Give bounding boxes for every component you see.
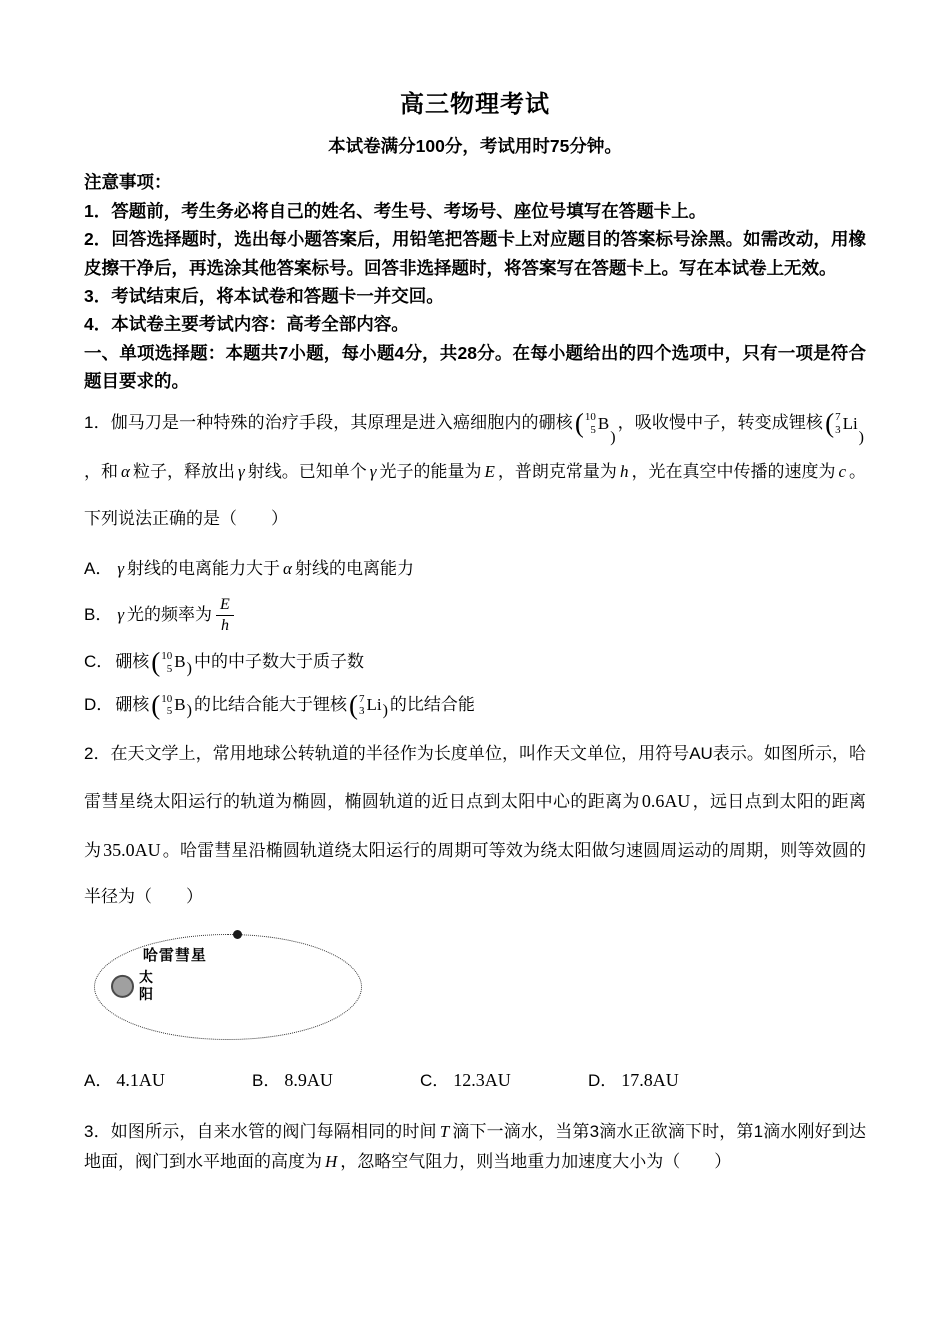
text-segment: 射线的电离能力大于 — [127, 558, 281, 578]
nuclide-numbers — [359, 693, 365, 718]
fraction-numerator: E — [216, 595, 234, 616]
paren-close: ) — [610, 428, 616, 446]
text-segment: 硼核 — [115, 694, 150, 714]
option-value: 4.1AU — [116, 1070, 165, 1091]
q1-option-A — [84, 553, 866, 585]
atomic-number: 3 — [835, 423, 841, 436]
mass-number: 7 — [358, 692, 365, 705]
text-segment: 3．如图所示，自来水管的阀门每隔相同的时间 — [84, 1122, 437, 1142]
paren-open: ( — [151, 647, 161, 678]
math-value: 0.6AU — [641, 791, 691, 812]
element-symbol: B — [597, 414, 610, 433]
sun-circle — [111, 975, 134, 998]
element-symbol: B — [174, 695, 186, 715]
question-2-text — [84, 731, 866, 920]
nuclide-numbers — [161, 650, 172, 675]
paren-open: ( — [574, 408, 584, 439]
math-var-T: T — [439, 1122, 450, 1142]
option-label: B． — [252, 1071, 281, 1091]
option-label: A． — [84, 558, 113, 578]
math-value: 35.0AU — [103, 839, 161, 860]
atomic-number: 5 — [166, 662, 173, 675]
comet-label: 哈雷彗星 — [142, 947, 207, 965]
option-label: B． — [84, 605, 113, 625]
nuclide-lithium — [349, 689, 388, 721]
math-alpha: α — [121, 461, 130, 481]
text-segment: 光的频率为 — [127, 605, 213, 625]
comet-dot — [233, 930, 242, 939]
text-segment: 光子的能量为 — [379, 461, 482, 481]
atomic-number: 5 — [166, 705, 173, 718]
element-symbol: Li — [366, 695, 382, 715]
atomic-number: 5 — [590, 423, 596, 436]
math-gamma: γ — [117, 605, 125, 625]
mass-number: 10 — [161, 649, 173, 662]
option-value: 17.8AU — [621, 1070, 679, 1091]
fraction-denominator: h — [220, 617, 229, 635]
q1-option-C — [84, 646, 866, 679]
q1-option-D — [84, 689, 866, 722]
q2-option-C — [420, 1066, 588, 1091]
text-segment: ，吸收慢中子，转变成锂核 — [617, 413, 824, 433]
text-segment: ，忽略空气阻力，则当地重力加速度大小为（ ） — [340, 1152, 732, 1172]
nuclide-boron — [151, 646, 192, 678]
q2-option-D — [588, 1066, 681, 1091]
text-segment: 射线。已知单个 — [247, 461, 367, 481]
text-segment: 的比结合能 — [389, 694, 475, 714]
option-label: C． — [84, 652, 114, 672]
mass-number: 7 — [835, 411, 841, 424]
text-segment: 1．伽马刀是一种特殊的治疗手段，其原理是进入癌细胞内的硼核 — [84, 413, 573, 433]
element-symbol: Li — [842, 414, 858, 433]
text-segment: 粒子，释放出 — [132, 461, 235, 481]
page-title: 高三物理考试 — [400, 91, 550, 118]
sun — [111, 969, 155, 1003]
note-item-4: 4．本试卷主要考试内容：高考全部内容。 — [84, 314, 409, 335]
orbit-ellipse — [94, 934, 362, 1040]
note-item-3: 3．考试结束后，将本试卷和答题卡一并交回。 — [84, 285, 444, 306]
math-var-H: H — [325, 1152, 338, 1172]
text-segment: 射线的电离能力 — [294, 558, 414, 578]
math-var-E: E — [484, 461, 495, 481]
option-label: A． — [84, 1071, 113, 1091]
paren-open: ( — [348, 689, 358, 720]
sun-label: 太阳 — [139, 969, 153, 1003]
text-segment: 2．在天文学上，常用地球公转轨道的半径作为长度单位，叫作天文单位，用符号AU表示。如图所示，哈雷彗星绕太阳运行的轨道为椭圆，椭圆轨道的近日点到太阳中心的距离为 — [84, 744, 866, 812]
element-symbol: B — [174, 652, 186, 672]
math-alpha: α — [283, 558, 292, 578]
option-value: 8.9AU — [284, 1070, 333, 1091]
text-segment: 。下列说法正确的是（ ） — [84, 461, 867, 529]
q2-option-A — [84, 1066, 252, 1091]
paren-close: ) — [858, 428, 864, 446]
option-label: D． — [588, 1071, 618, 1091]
paren-open: ( — [151, 689, 161, 720]
text-segment: 硼核 — [115, 652, 150, 672]
option-value: 12.3AU — [453, 1070, 511, 1091]
option-label: D． — [84, 694, 114, 714]
nuclide-lithium — [825, 400, 864, 448]
note-item-1: 1．答题前，考生务必将自己的姓名、考生号、考场号、座位号填写在答题卡上。 — [84, 200, 707, 221]
option-label: C． — [420, 1071, 450, 1091]
text-segment: ，和 — [84, 461, 119, 481]
mass-number: 10 — [161, 692, 173, 705]
question-1-text — [84, 399, 866, 543]
atomic-number: 3 — [358, 705, 365, 718]
note-item-2: 2．回答选择题时，选出每小题答案后，用铅笔把答题卡上对应题目的答案标号涂黑。如需改动，用橡皮擦干净后，再选涂其他答案标号。回答非选择题时，将答案写在答题卡上。写在本试卷上无效。 — [84, 229, 866, 278]
nuclide-numbers — [585, 411, 596, 436]
paren-open: ( — [825, 408, 835, 439]
math-var-c: c — [838, 461, 847, 481]
text-segment: ，远日点到太阳的距离为 — [84, 792, 867, 860]
text-segment: ，普朗克常量为 — [497, 461, 617, 481]
nuclide-numbers — [835, 411, 841, 436]
q2-orbit-figure — [94, 934, 394, 1040]
text-segment: 滴下一滴水，当第3滴水正欲滴下时，第1滴水刚好到达地面，阀门到水平地面的高度为 — [84, 1122, 866, 1172]
q2-option-B — [252, 1066, 420, 1091]
text-segment: 。哈雷彗星沿椭圆轨道绕太阳运行的周期可等效为绕太阳做匀速圆周运动的周期，则等效圆的半径为（ ） — [84, 840, 866, 907]
fraction-E-over-h — [216, 595, 234, 636]
text-segment: 中的中子数大于质子数 — [193, 652, 364, 672]
exam-subtitle: 本试卷满分100分，考试用时75分钟。 — [328, 136, 622, 156]
q1-option-B — [84, 595, 866, 636]
mass-number: 10 — [584, 411, 596, 424]
math-gamma: γ — [117, 558, 125, 578]
nuclide-numbers — [161, 693, 172, 718]
section-1-heading: 一、单项选择题：本题共7小题，每小题4分，共28分。在每小题给出的四个选项中，只有一项是符合题目要求的。 — [84, 342, 866, 391]
nuclide-boron — [575, 400, 616, 448]
text-segment: ，光在真空中传播的速度为 — [631, 461, 836, 481]
q2-options — [84, 1066, 866, 1091]
paren-close: ) — [186, 702, 192, 720]
nuclide-boron — [151, 689, 192, 721]
math-gamma: γ — [369, 461, 377, 481]
text-segment: 的比结合能大于锂核 — [193, 694, 347, 714]
math-var-h: h — [619, 461, 629, 481]
paren-close: ) — [382, 702, 388, 720]
question-3-text — [84, 1117, 866, 1177]
paren-close: ) — [186, 659, 192, 677]
notes-heading: 注意事项： — [84, 172, 172, 192]
math-gamma: γ — [238, 461, 245, 481]
